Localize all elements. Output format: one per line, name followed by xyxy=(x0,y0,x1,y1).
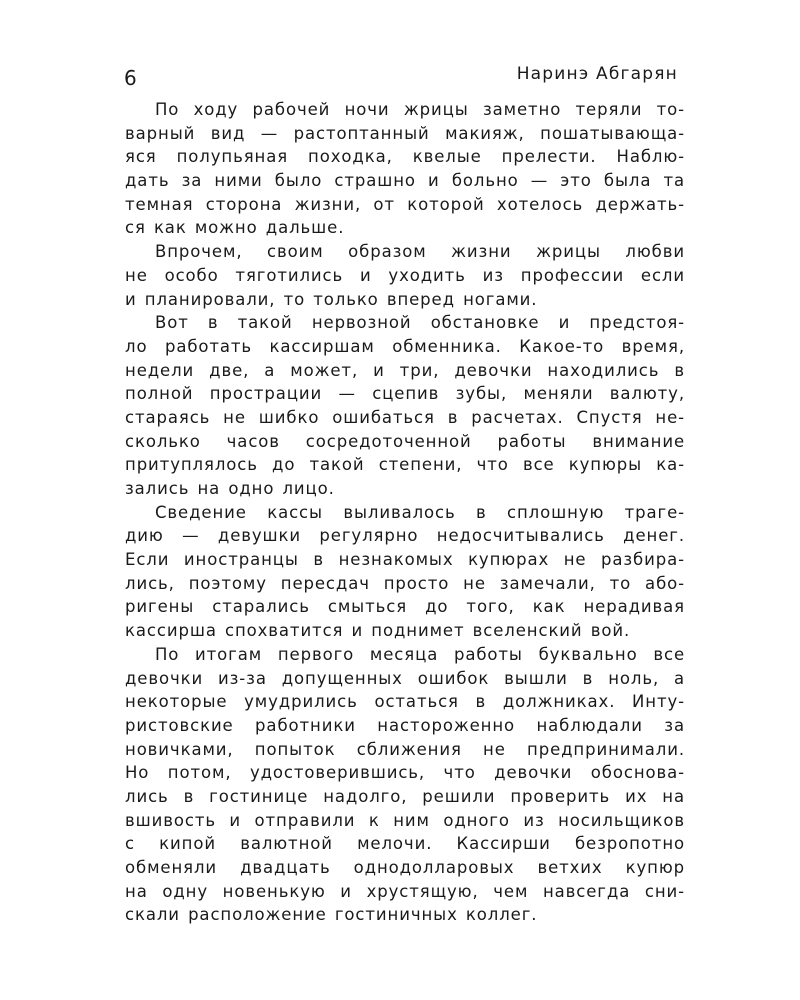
text-line: дать за ними было страшно и больно — это была та xyxy=(125,171,685,191)
text-line: некоторые умудрились остаться в должниках. Инту- xyxy=(125,692,685,712)
text-line: темная сторона жизни, от которой хотелось держать- xyxy=(125,194,685,214)
text-line: дию — девушки регулярно недосчитывались денег. xyxy=(125,526,685,546)
text-line: ригены старались смыться до того, как нерадивая xyxy=(125,597,685,617)
paragraph-first-line: Сведение кассы выливалось в сплошную траге- xyxy=(155,502,685,522)
text-line: лись в гостинице надолго, решили проверить их на xyxy=(125,786,685,806)
text-line: яся полупьяная походка, квелые прелести. Наблю- xyxy=(125,147,685,167)
text-line: притуплялось до такой степени, что все купюры ка- xyxy=(125,455,685,475)
paragraph-first-line: Впрочем, своим образом жизни жрицы любви xyxy=(155,242,685,262)
text-line: на одну новенькую и хрустящую, чем навсегда сни- xyxy=(125,881,685,901)
text-line: обменяли двадцать однодолларовых ветхих купюр xyxy=(125,858,685,877)
text-line: не особо тяготились и уходить из профессии если xyxy=(125,265,685,285)
text-line: лись, поэтому пересдач просто не замечали, то або- xyxy=(125,573,685,593)
text-line: с кипой валютной мелочи. Кассирши безропотно xyxy=(125,834,685,854)
text-line: скали расположение гостиничных коллег. xyxy=(125,905,538,925)
text-line: зались на одно лицо. xyxy=(125,479,335,498)
text-line: новичками, попыток сближения не предпринимали. xyxy=(125,739,685,759)
text-line: Но потом, удостоверившись, что девочки обоснова- xyxy=(125,763,685,783)
text-line: Если иностранцы в незнакомых купюрах не разбира- xyxy=(125,550,685,570)
text-line: сколько часов сосредоточенной работы внимание xyxy=(125,431,685,451)
page-number: 6 xyxy=(124,66,138,90)
paragraph-first-line: Вот в такой нервозной обстановке и предстоя- xyxy=(155,313,685,333)
paragraph-first-line: По ходу рабочей ночи жрицы заметно теряли то- xyxy=(155,100,685,119)
text-line: стараясь не шибко ошибаться в расчетах. Спустя не- xyxy=(125,407,685,427)
paragraph-first-line: По итогам первого месяца работы буквально все xyxy=(155,644,685,664)
text-line: девочки из-за допущенных ошибок вышли в ноль, а xyxy=(125,668,685,688)
text-line: кассирша спохватится и поднимет вселенский вой. xyxy=(125,621,631,641)
text-line: ся как можно дальше. xyxy=(125,218,345,238)
text-line: полной прострации — сцепив зубы, меняли валюту, xyxy=(125,384,685,404)
running-head-author: Наринэ Абгарян xyxy=(516,64,678,84)
text-line: и планировали, то только вперед ногами. xyxy=(125,289,538,309)
text-line: недели две, а может, и три, девочки находились в xyxy=(125,360,685,380)
text-line: варный вид — растоптанный макияж, пошатывающа- xyxy=(125,123,685,143)
text-line: вшивость и отправили к ним одного из носильщиков xyxy=(125,810,685,830)
text-line: ристовские работники настороженно наблюдали за xyxy=(125,715,685,735)
body-text xyxy=(125,98,685,927)
text-line: ло работать кассиршам обменника. Какое-то время, xyxy=(125,336,685,356)
